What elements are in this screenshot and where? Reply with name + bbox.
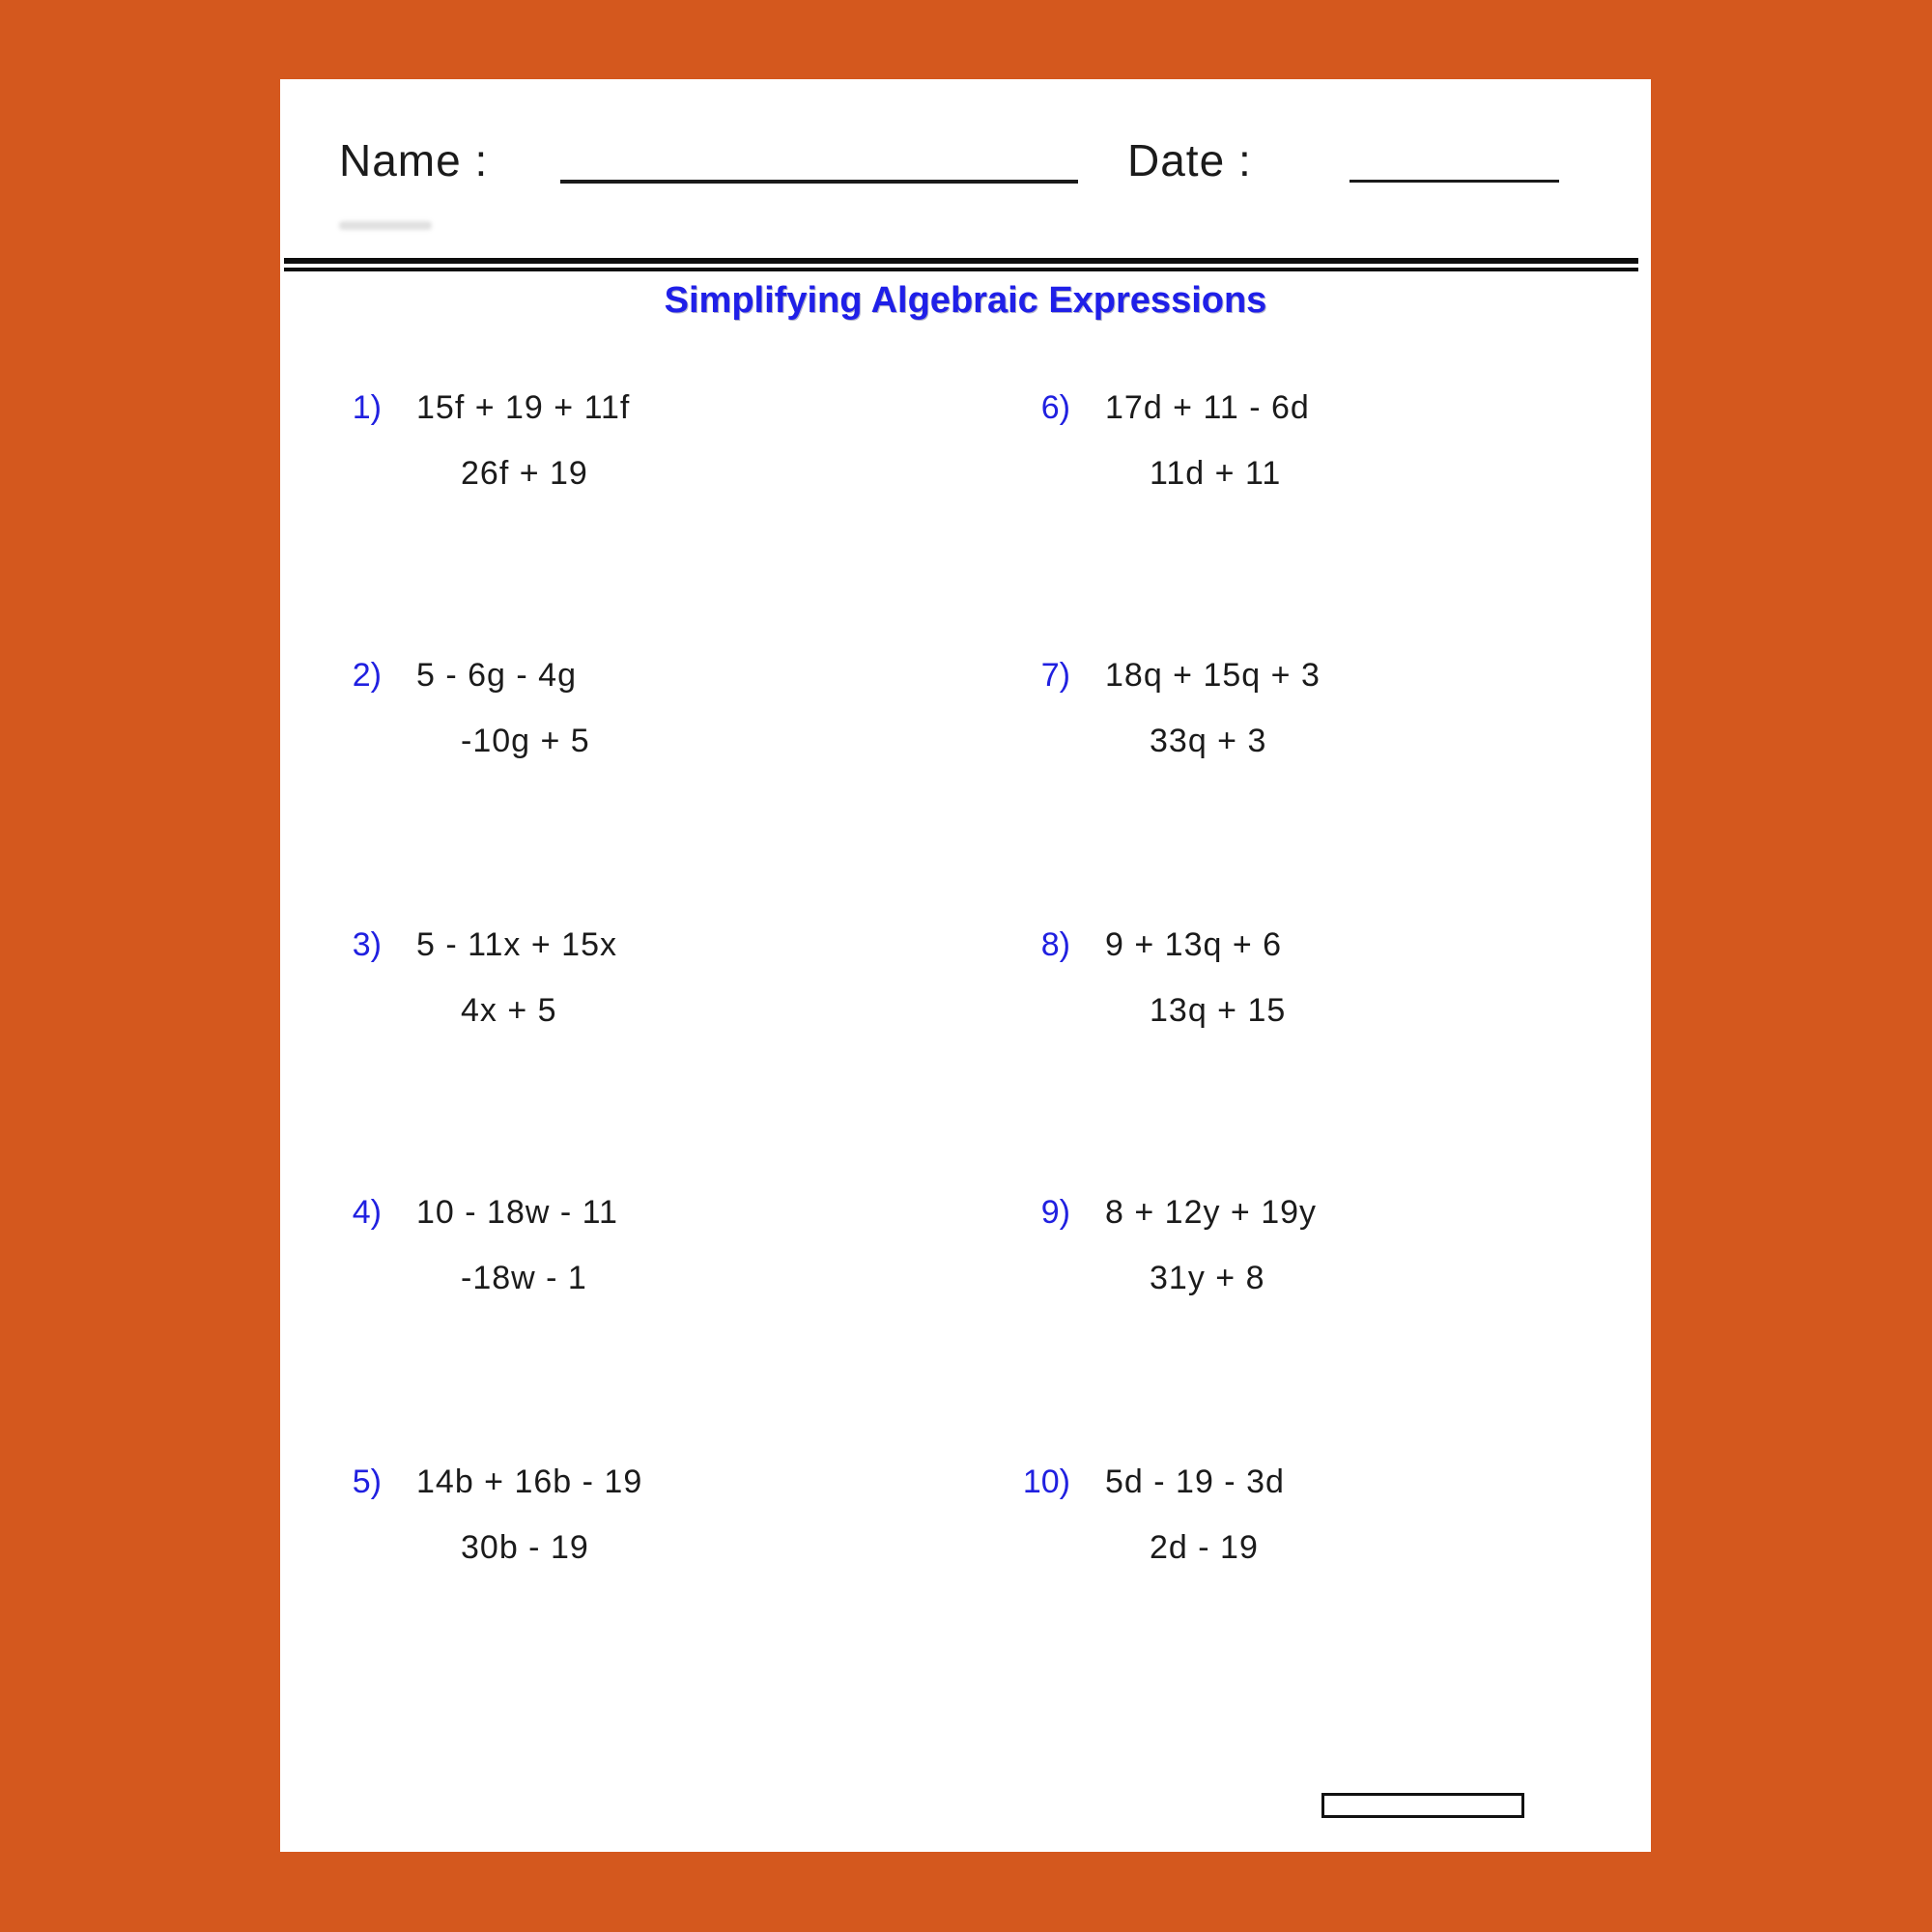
problem-expression: 10 - 18w - 11 — [416, 1194, 618, 1231]
problem-answer: -10g + 5 — [461, 723, 590, 759]
problem-number: 1) — [352, 389, 382, 426]
problem-number: 3) — [352, 926, 382, 963]
header-divider-rule — [284, 258, 1638, 271]
problem-item — [314, 654, 590, 762]
problem-answer: 33q + 3 — [1150, 723, 1267, 759]
problem-expression: 14b + 16b - 19 — [416, 1463, 643, 1500]
name-label: Name : — [339, 135, 489, 185]
problem-expression: 17d + 11 - 6d — [1105, 389, 1310, 426]
problem-answer: 4x + 5 — [461, 992, 557, 1029]
problem-number: 8) — [1040, 926, 1070, 963]
problem-number: 6) — [1040, 389, 1070, 426]
problem-answer: 13q + 15 — [1150, 992, 1287, 1029]
problem-number: 4) — [352, 1194, 382, 1231]
problem-item — [1003, 923, 1286, 1032]
problem-answer: 31y + 8 — [1150, 1260, 1265, 1296]
problem-expression: 15f + 19 + 11f — [416, 389, 631, 426]
problem-item — [314, 386, 630, 495]
problem-expression: 5 - 11x + 15x — [416, 926, 617, 963]
problem-expression: 5 - 6g - 4g — [416, 657, 577, 694]
name-underline — [560, 180, 1078, 184]
problem-item — [314, 1191, 618, 1299]
worksheet-page — [280, 79, 1651, 1852]
problem-answer: 11d + 11 — [1150, 455, 1282, 492]
problem-answer: 30b - 19 — [461, 1529, 589, 1566]
problem-expression: 5d - 19 - 3d — [1105, 1463, 1285, 1500]
problem-expression: 18q + 15q + 3 — [1105, 657, 1321, 694]
problem-expression: 9 + 13q + 6 — [1105, 926, 1283, 963]
problem-item — [1003, 654, 1321, 762]
problem-item — [314, 1461, 642, 1569]
problem-item — [1003, 1461, 1285, 1569]
empty-footer-box — [1321, 1793, 1524, 1818]
problem-number: 7) — [1040, 657, 1070, 694]
problem-item — [314, 923, 617, 1032]
problem-answer: -18w - 1 — [461, 1260, 587, 1296]
problem-number: 2) — [352, 657, 382, 694]
date-label: Date : — [1127, 135, 1252, 185]
problem-item — [1003, 1191, 1317, 1299]
problem-number: 5) — [352, 1463, 382, 1500]
date-underline — [1350, 180, 1559, 183]
problem-number: 10) — [1022, 1463, 1070, 1500]
problem-number: 9) — [1040, 1194, 1070, 1231]
problem-answer: 26f + 19 — [461, 455, 588, 492]
worksheet-title: Simplifying Algebraic Expressions — [664, 280, 1267, 321]
problem-item — [1003, 386, 1310, 495]
problem-expression: 8 + 12y + 19y — [1105, 1194, 1318, 1231]
problem-answer: 2d - 19 — [1150, 1529, 1259, 1566]
print-smudge-artifact — [339, 221, 432, 230]
